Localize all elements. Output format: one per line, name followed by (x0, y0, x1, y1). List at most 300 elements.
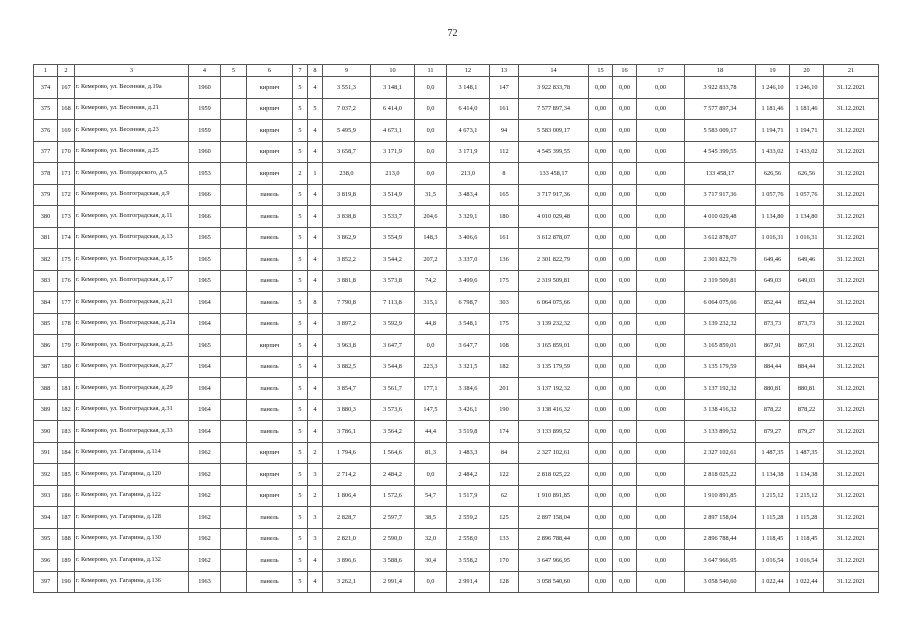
column-header: 11 (415, 65, 447, 77)
address-cell: г. Кемерово, ул. Волгоградская, д.17 (75, 270, 189, 292)
table-cell: 3 262,1 (323, 571, 371, 593)
table-cell: 31.12.2021 (824, 227, 879, 249)
table-cell: 1959 (189, 120, 221, 142)
table-cell: 4 (308, 313, 323, 335)
table-cell: 2 897 158,04 (685, 507, 756, 529)
table-cell: 878,22 (756, 399, 790, 421)
table-cell: 0,00 (637, 227, 685, 249)
table-cell: 0,00 (613, 507, 637, 529)
table-cell: 1 194,71 (790, 120, 824, 142)
address-cell: г. Кемерово, ул. Гагарина, д.128 (75, 507, 189, 529)
table-cell: 1965 (189, 227, 221, 249)
table-cell: 3 717 917,36 (519, 184, 589, 206)
table-cell: 31.12.2021 (824, 184, 879, 206)
table-cell: 74,2 (415, 270, 447, 292)
table-cell: 3 148,1 (371, 77, 415, 99)
table-cell (221, 335, 247, 357)
table-cell: 1 134,80 (756, 206, 790, 228)
table-cell: панель (247, 313, 293, 335)
table-cell: 4 (308, 206, 323, 228)
table-cell: 0,00 (637, 550, 685, 572)
table-cell: 1 134,38 (756, 464, 790, 486)
table-cell: 878,22 (790, 399, 824, 421)
table-cell: 31.12.2021 (824, 335, 879, 357)
table-cell: 31.12.2021 (824, 98, 879, 120)
table-cell: 31.12.2021 (824, 141, 879, 163)
table-cell: 207,2 (415, 249, 447, 271)
table-cell: 44,4 (415, 421, 447, 443)
table-cell: 0,00 (613, 399, 637, 421)
table-cell: 0,0 (415, 163, 447, 185)
table-cell: кирпич (247, 464, 293, 486)
table-cell: 852,44 (790, 292, 824, 314)
table-cell: 397 (34, 571, 58, 593)
table-cell: 3 647,7 (447, 335, 490, 357)
table-cell: 182 (490, 356, 519, 378)
column-header: 20 (790, 65, 824, 77)
table-cell: 84 (490, 442, 519, 464)
table-cell: 1 022,44 (790, 571, 824, 593)
table-cell: 0,00 (637, 249, 685, 271)
table-cell: 1 134,80 (790, 206, 824, 228)
table-cell: 375 (34, 98, 58, 120)
table-row (34, 571, 879, 593)
column-header: 10 (371, 65, 415, 77)
table-cell: 0,00 (589, 485, 613, 507)
table-cell: панель (247, 507, 293, 529)
table-cell: 4 010 029,48 (519, 206, 589, 228)
table-cell (221, 227, 247, 249)
table-cell (221, 356, 247, 378)
table-cell: 3 135 179,59 (519, 356, 589, 378)
table-cell: 1 016,54 (790, 550, 824, 572)
table-cell: 3 922 833,78 (519, 77, 589, 99)
table-cell: 3 133 899,52 (685, 421, 756, 443)
table-cell: 178 (58, 313, 75, 335)
table-cell: 2 597,7 (371, 507, 415, 529)
table-cell (221, 571, 247, 593)
address-cell: г. Кемерово, ул. Володарского, д.5 (75, 163, 189, 185)
table-cell: 3 171,9 (447, 141, 490, 163)
table-cell: 879,27 (756, 421, 790, 443)
table-cell: 3 (308, 464, 323, 486)
table-row (34, 550, 879, 572)
table-cell: 390 (34, 421, 58, 443)
table-cell: 626,56 (756, 163, 790, 185)
table-cell: панель (247, 421, 293, 443)
table-cell: 2 319 509,81 (519, 270, 589, 292)
table-cell: 873,73 (790, 313, 824, 335)
table-cell: панель (247, 399, 293, 421)
table-cell: 0,00 (589, 249, 613, 271)
table-cell: 8 (308, 292, 323, 314)
table-cell: 31.12.2021 (824, 464, 879, 486)
table-cell: 0,00 (637, 77, 685, 99)
table-cell: 1 487,35 (790, 442, 824, 464)
table-cell: 2 319 509,81 (685, 270, 756, 292)
table-cell: 394 (34, 507, 58, 529)
table-cell: 175 (58, 249, 75, 271)
table-cell: 4 545 399,55 (685, 141, 756, 163)
table-cell: 3 514,9 (371, 184, 415, 206)
table-cell: 303 (490, 292, 519, 314)
table-cell: кирпич (247, 98, 293, 120)
table-cell: 0,00 (613, 335, 637, 357)
table-cell: 0,0 (415, 120, 447, 142)
table-cell: 8 (490, 163, 519, 185)
column-header: 18 (685, 65, 756, 77)
table-cell: 167 (58, 77, 75, 99)
table-cell: 5 (293, 528, 308, 550)
table-cell: 3 499,6 (447, 270, 490, 292)
table-cell: 5 (293, 507, 308, 529)
table-row (34, 313, 879, 335)
address-cell: г. Кемерово, ул. Волгоградская, д.15 (75, 249, 189, 271)
table-cell: панель (247, 206, 293, 228)
table-cell: 3 647 966,95 (519, 550, 589, 572)
table-row (34, 141, 879, 163)
table-cell: 0,0 (415, 77, 447, 99)
table-cell: 161 (490, 227, 519, 249)
table-cell: 3 838,8 (323, 206, 371, 228)
table-cell: 3 647,7 (371, 335, 415, 357)
table-cell: 3 612 878,07 (685, 227, 756, 249)
table-cell: 5 (293, 378, 308, 400)
table-cell: 0,00 (589, 335, 613, 357)
table-row (34, 270, 879, 292)
table-cell: 2 896 788,44 (519, 528, 589, 550)
table-cell: 4 (308, 335, 323, 357)
table-cell: 179 (58, 335, 75, 357)
table-cell: 0,00 (613, 356, 637, 378)
table-cell: 3 138 416,32 (519, 399, 589, 421)
table-cell: 0,00 (589, 184, 613, 206)
table-row (34, 227, 879, 249)
table-cell: 3 426,1 (447, 399, 490, 421)
table-cell: 3 897,2 (323, 313, 371, 335)
table-cell (221, 485, 247, 507)
table-cell: 0,00 (613, 141, 637, 163)
table-cell: 1 572,6 (371, 485, 415, 507)
table-cell: 44,8 (415, 313, 447, 335)
table-cell: 0,00 (589, 507, 613, 529)
table-cell (221, 313, 247, 335)
address-cell: г. Кемерово, ул. Гагарина, д.132 (75, 550, 189, 572)
table-row (34, 206, 879, 228)
table-cell (221, 141, 247, 163)
table-cell: 3 963,8 (323, 335, 371, 357)
address-cell: г. Кемерово, ул. Гагарина, д.120 (75, 464, 189, 486)
table-cell: 2 (308, 442, 323, 464)
table-cell: 5 (293, 249, 308, 271)
table-cell: 0,00 (589, 227, 613, 249)
table-cell (221, 206, 247, 228)
table-cell: 2 (308, 485, 323, 507)
table-cell: 181 (58, 378, 75, 400)
table-cell: 0,0 (415, 464, 447, 486)
table-cell: 2 991,4 (371, 571, 415, 593)
table-cell: 2 (293, 163, 308, 185)
table-cell: 173 (58, 206, 75, 228)
table-cell: 0,00 (613, 227, 637, 249)
table-cell: 381 (34, 227, 58, 249)
table-cell: 1 016,31 (756, 227, 790, 249)
table-cell: 395 (34, 528, 58, 550)
table-cell (221, 442, 247, 464)
table-cell: 3 561,7 (371, 378, 415, 400)
table-cell: 3 922 833,78 (685, 77, 756, 99)
table-cell: кирпич (247, 77, 293, 99)
table-cell: 147 (490, 77, 519, 99)
table-cell: 3 554,9 (371, 227, 415, 249)
table-cell: 389 (34, 399, 58, 421)
table-cell: 190 (58, 571, 75, 593)
address-cell: г. Кемерово, ул. Гагарина, д.122 (75, 485, 189, 507)
table-cell (221, 184, 247, 206)
table-cell: 0,00 (613, 163, 637, 185)
table-cell: 3 881,8 (323, 270, 371, 292)
address-cell: г. Кемерово, ул. Гагарина, д.114 (75, 442, 189, 464)
table-cell (221, 249, 247, 271)
table-cell: 626,56 (790, 163, 824, 185)
table-cell: 873,73 (756, 313, 790, 335)
table-cell: 133 (490, 528, 519, 550)
table-cell: панель (247, 227, 293, 249)
table-cell: 1 564,6 (371, 442, 415, 464)
table-cell: 177 (58, 292, 75, 314)
table-cell: 388 (34, 378, 58, 400)
table-cell: 3 133 899,52 (519, 421, 589, 443)
table-cell: 175 (490, 313, 519, 335)
table-cell: 171 (58, 163, 75, 185)
table-row (34, 77, 879, 99)
table-cell (221, 120, 247, 142)
table-cell: кирпич (247, 141, 293, 163)
table-row (34, 378, 879, 400)
table-cell: 201 (490, 378, 519, 400)
table-cell: 3 137 192,32 (519, 378, 589, 400)
table-cell: 4 545 399,55 (519, 141, 589, 163)
table-cell: 0,00 (637, 335, 685, 357)
table-cell: 186 (58, 485, 75, 507)
table-cell: 3 880,3 (323, 399, 371, 421)
table-cell: 3 171,9 (371, 141, 415, 163)
table-cell: 3 717 917,36 (685, 184, 756, 206)
table-cell: 5 (293, 270, 308, 292)
table-cell: 0,00 (589, 442, 613, 464)
table-cell: 31.12.2021 (824, 313, 879, 335)
table-cell: 62 (490, 485, 519, 507)
address-cell: г. Кемерово, ул. Весенняя, д.25 (75, 141, 189, 163)
table-cell: 0,00 (589, 77, 613, 99)
table-cell: 6 414,0 (447, 98, 490, 120)
table-cell: 1964 (189, 292, 221, 314)
table-cell: 2 818 025,22 (519, 464, 589, 486)
table-cell: 385 (34, 313, 58, 335)
address-cell: г. Кемерово, ул. Весенняя, д.19а (75, 77, 189, 99)
table-cell: 0,00 (613, 249, 637, 271)
table-cell: 125 (490, 507, 519, 529)
table-cell: 3 544,2 (371, 249, 415, 271)
address-cell: г. Кемерово, ул. Волгоградская, д.29 (75, 378, 189, 400)
table-cell: 6 798,7 (447, 292, 490, 314)
table-cell: 5 (293, 335, 308, 357)
table-cell: 0,00 (637, 313, 685, 335)
table-cell: 1964 (189, 378, 221, 400)
table-cell: 1 483,3 (447, 442, 490, 464)
table-cell: 4 (308, 141, 323, 163)
table-cell: 94 (490, 120, 519, 142)
table-cell: 0,00 (589, 206, 613, 228)
table-cell: 4 (308, 550, 323, 572)
table-cell (221, 399, 247, 421)
table-cell: 0,00 (637, 421, 685, 443)
table-cell: 3 137 192,32 (685, 378, 756, 400)
table-cell: 0,0 (415, 335, 447, 357)
table-cell: 213,0 (447, 163, 490, 185)
table-cell: 5 (293, 356, 308, 378)
table-cell: 1 115,28 (790, 507, 824, 529)
table-cell: 1966 (189, 184, 221, 206)
table-row (34, 464, 879, 486)
table-cell (221, 550, 247, 572)
table-cell: 1 (308, 163, 323, 185)
address-cell: г. Кемерово, ул. Волгоградская, д.27 (75, 356, 189, 378)
table-cell: 1 134,38 (790, 464, 824, 486)
table-cell: 3 519,8 (447, 421, 490, 443)
table-cell: 3 592,9 (371, 313, 415, 335)
table-cell: 0,00 (589, 399, 613, 421)
table-cell: 5 (293, 485, 308, 507)
table-cell: 379 (34, 184, 58, 206)
table-cell: 185 (58, 464, 75, 486)
table-cell: 174 (58, 227, 75, 249)
table-cell: 3 058 540,60 (685, 571, 756, 593)
table-cell: панель (247, 550, 293, 572)
column-header: 21 (824, 65, 879, 77)
table-cell: 31.12.2021 (824, 507, 879, 529)
table-cell: 1 215,12 (756, 485, 790, 507)
table-cell: 867,91 (790, 335, 824, 357)
table-cell: 5 (293, 227, 308, 249)
column-header: 12 (447, 65, 490, 77)
table-cell: 383 (34, 270, 58, 292)
address-cell: г. Кемерово, ул. Волгоградская, д.11 (75, 206, 189, 228)
table-row (34, 335, 879, 357)
table-cell: 5 (293, 442, 308, 464)
table-cell: 31.12.2021 (824, 378, 879, 400)
table-cell: 5 (293, 120, 308, 142)
table-cell: 122 (490, 464, 519, 486)
table-cell: 396 (34, 550, 58, 572)
table-cell: 3 786,1 (323, 421, 371, 443)
table-cell: 0,00 (589, 120, 613, 142)
table-cell: 161 (490, 98, 519, 120)
table-cell: 3 882,5 (323, 356, 371, 378)
table-cell: 1 246,10 (790, 77, 824, 99)
column-header: 2 (58, 65, 75, 77)
table-cell: 2 484,2 (371, 464, 415, 486)
table-cell: 0,00 (589, 378, 613, 400)
table-cell: 2 991,4 (447, 571, 490, 593)
table-row (34, 98, 879, 120)
table-cell: 0,00 (589, 98, 613, 120)
table-cell: 3 852,2 (323, 249, 371, 271)
table-cell: 1964 (189, 399, 221, 421)
table-cell: 2 821,0 (323, 528, 371, 550)
table-cell: 31.12.2021 (824, 206, 879, 228)
table-cell (221, 464, 247, 486)
table-cell: 1964 (189, 356, 221, 378)
table-cell: 3 138 416,32 (685, 399, 756, 421)
table-cell: 1962 (189, 464, 221, 486)
table-cell: 3 483,4 (447, 184, 490, 206)
table-cell: 31.12.2021 (824, 270, 879, 292)
table-cell: 649,03 (756, 270, 790, 292)
table-cell: 176 (58, 270, 75, 292)
table-cell: кирпич (247, 120, 293, 142)
table-cell (221, 292, 247, 314)
table-cell: 3 588,6 (371, 550, 415, 572)
table-cell: 1 118,45 (790, 528, 824, 550)
table-cell: 879,27 (790, 421, 824, 443)
column-header: 19 (756, 65, 790, 77)
table-cell: 884,44 (756, 356, 790, 378)
table-body (34, 77, 879, 593)
table-cell: 1 794,6 (323, 442, 371, 464)
table-cell: 4 (308, 356, 323, 378)
table-cell: 54,7 (415, 485, 447, 507)
table-cell: 3 165 859,01 (519, 335, 589, 357)
table-row (34, 120, 879, 142)
table-cell: 3 135 179,59 (685, 356, 756, 378)
table-cell: 0,00 (613, 98, 637, 120)
table-cell: 172 (58, 184, 75, 206)
table-cell: 184 (58, 442, 75, 464)
table-cell: 1 806,4 (323, 485, 371, 507)
table-cell: 393 (34, 485, 58, 507)
table-cell: 0,00 (589, 550, 613, 572)
address-cell: г. Кемерово, ул. Волгоградская, д.23 (75, 335, 189, 357)
table-cell: 189 (58, 550, 75, 572)
table-cell: 1 115,28 (756, 507, 790, 529)
table-cell: 1 016,31 (790, 227, 824, 249)
table-cell: 7 577 897,34 (685, 98, 756, 120)
table-cell: 384 (34, 292, 58, 314)
table-cell: 0,00 (589, 313, 613, 335)
table-cell: 5 (293, 464, 308, 486)
table-cell: 81,3 (415, 442, 447, 464)
table-cell: 3 165 859,01 (685, 335, 756, 357)
table-cell: 0,00 (637, 464, 685, 486)
table-cell: 3 384,6 (447, 378, 490, 400)
table-cell: панель (247, 270, 293, 292)
table-cell: 177,1 (415, 378, 447, 400)
table-row (34, 184, 879, 206)
column-header: 6 (247, 65, 293, 77)
header-row (34, 65, 879, 77)
table-cell: кирпич (247, 442, 293, 464)
address-cell: г. Кемерово, ул. Волгоградская, д.21 (75, 292, 189, 314)
column-header: 17 (637, 65, 685, 77)
table-cell: 5 (293, 184, 308, 206)
table-cell: 38,5 (415, 507, 447, 529)
table-cell: 128 (490, 571, 519, 593)
table-cell: 4 (308, 77, 323, 99)
table-cell (221, 77, 247, 99)
table-cell: 0,0 (415, 98, 447, 120)
table-cell: 5 (308, 98, 323, 120)
